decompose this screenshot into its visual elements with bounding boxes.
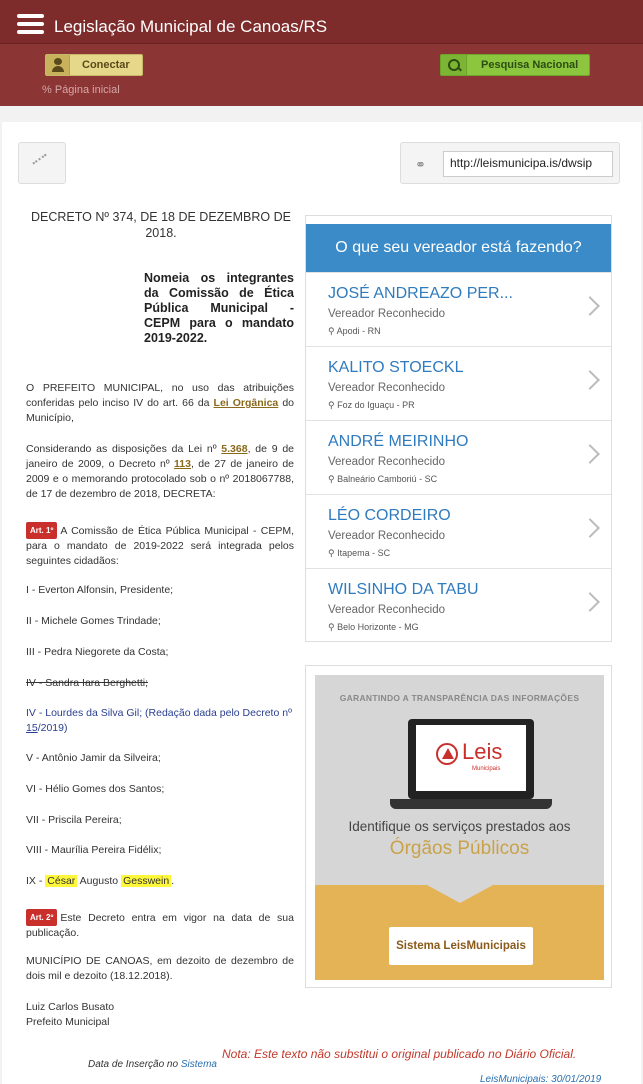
chevron-right-icon	[580, 296, 600, 316]
vereador-item[interactable]: WILSINHO DA TABU Vereador Reconhecido ⚲ Belo Horizonte - MG	[306, 568, 611, 642]
member-2: II - Michele Gomes Trindade;	[26, 615, 161, 627]
decree-ementa: Nomeia os integrantes da Comissão de Ética Pública Municipal - CEPM para o mandato 2019-2022.	[144, 271, 294, 345]
top-bar	[0, 0, 643, 44]
member-4-struck: IV - Sandra Iara Berghetti;	[26, 677, 148, 689]
closing-paragraph: MUNICÍPIO DE CANOAS, em dezoito de dezembro de dois mil e dezoito (18.12.2018).	[26, 955, 294, 982]
leis-logo-icon	[436, 743, 458, 765]
sistema-leismunicipais-button[interactable]: Sistema LeisMunicipais	[389, 927, 533, 965]
chevron-right-icon	[580, 370, 600, 390]
leismunicipais-date-link[interactable]: LeisMunicipais: 30/01/2019	[480, 1074, 602, 1084]
chevron-right-icon	[580, 518, 600, 538]
conectar-label: Conectar	[82, 59, 130, 71]
art1-badge[interactable]: Art. 1º	[26, 522, 57, 539]
member-3: III - Pedra Niegorete da Costa;	[26, 646, 169, 658]
vereador-item[interactable]: KALITO STOECKL Vereador Reconhecido ⚲ Foz do Iguaçu - PR	[306, 346, 611, 420]
ad-tagline: GARANTINDO A TRANSPARÊNCIA DAS INFORMAÇÕES	[339, 693, 580, 703]
leis-municipais-ad[interactable]	[305, 665, 612, 988]
share-button[interactable]	[18, 142, 66, 184]
pesquisa-label: Pesquisa Nacional	[481, 59, 579, 71]
member-1: I - Everton Alfonsin, Presidente;	[26, 584, 174, 596]
art2-paragraph: Art. 2º Este Decreto entra em vigor na data de sua publicação.	[26, 909, 294, 941]
member-4-new: IV - Lourdes da Silva Gil; (Redação dada pelo Decreto nº 15/2019)	[26, 707, 292, 734]
vereador-item[interactable]: ANDRÉ MEIRINHO Vereador Reconhecido ⚲ Balneário Camboriú - SC	[306, 420, 611, 494]
map-marker-icon: ⚲	[328, 400, 338, 410]
chevron-right-icon	[580, 592, 600, 612]
map-marker-icon: ⚲	[328, 474, 338, 484]
search-icon	[441, 55, 467, 75]
signer-role: Prefeito Municipal	[26, 1016, 110, 1028]
map-marker-icon: ⚲	[328, 622, 338, 632]
lei-5368-link[interactable]: 5.368	[221, 443, 248, 455]
decreto-15-link[interactable]: 15	[26, 722, 38, 734]
pesquisa-nacional-button[interactable]	[440, 54, 590, 76]
vereador-item[interactable]: LÉO CORDEIRO Vereador Reconhecido ⚲ Itapema - SC	[306, 494, 611, 568]
sistema-link[interactable]: Sistema	[180, 1059, 217, 1070]
ad-logo-sub: Municipais	[472, 766, 501, 772]
laptop-icon	[408, 719, 534, 799]
lei-organica-link[interactable]: Lei Orgânica	[213, 397, 279, 409]
vereador-heading[interactable]: O que seu vereador está fazendo?	[306, 224, 611, 272]
conectar-button[interactable]	[45, 54, 143, 76]
art1-paragraph: Art. 1º A Comissão de Ética Pública Municipal - CEPM, para o mandato de 2019-2022 será integrada pelos seguintes cidadãos:	[26, 522, 294, 569]
hamburger-menu-icon[interactable]	[17, 14, 44, 34]
decreto-113-link[interactable]: 113	[174, 458, 191, 470]
short-url-input[interactable]: http://leismunicipa.is/dwsip	[443, 151, 613, 177]
footer-insert-date: Data de Inserção no Sistema	[88, 1059, 217, 1070]
user-icon	[46, 55, 70, 75]
footer-note: Nota: Este texto não substitui o original publicado no Diário Oficial.	[222, 1047, 577, 1061]
art2-badge[interactable]: Art. 2º	[26, 909, 57, 926]
site-title[interactable]: Legislação Municipal de Canoas/RS	[54, 17, 328, 36]
chevron-right-icon	[580, 444, 600, 464]
short-url-box	[400, 142, 620, 184]
signer-name: Luiz Carlos Busato	[26, 1001, 115, 1013]
pagina-inicial-link[interactable]: % Página inicial	[42, 84, 120, 96]
member-7: VII - Priscila Pereira;	[26, 814, 122, 826]
ad-line-2: Órgãos Públicos	[389, 838, 530, 859]
member-8: VIII - Maurília Pereira Fidélix;	[26, 844, 162, 856]
map-marker-icon: ⚲	[328, 548, 338, 558]
vereador-widget	[305, 215, 612, 642]
member-9: IX - César Augusto Gesswein .	[26, 875, 175, 887]
preamble-paragraph: O PREFEITO MUNICIPAL, no uso das atribuições conferidas pelo inciso IV do art. 66 da Lei Orgânica do Município,	[26, 382, 294, 424]
considerando-paragraph: Considerando as disposições da Lei nº 5.368, de 9 de janeiro de 2009, o Decreto nº 113, de 27 de janeiro de 2009 e o memorando protocolado sob o nº 2018067788, de 17 de dezembro de 2018, DECRETA:	[26, 443, 294, 500]
member-6: VI - Hélio Gomes dos Santos;	[26, 783, 165, 795]
link-icon: %	[42, 84, 55, 96]
ad-logo-text: Leis	[462, 739, 503, 764]
decree-title: DECRETO Nº 374, DE 18 DE DEZEMBRO DE 2018.	[31, 210, 291, 240]
map-marker-icon: ⚲	[328, 326, 337, 336]
member-5: V - Antônio Jamir da Silveira;	[26, 752, 161, 764]
vereador-item[interactable]: JOSÉ ANDREAZO PER... Vereador Reconhecido ⚲ Apodi - RN	[306, 272, 611, 346]
link-icon: ⚭	[415, 157, 426, 172]
site-header	[0, 0, 643, 106]
ad-line-1: Identifique os serviços prestados aos	[348, 819, 571, 834]
